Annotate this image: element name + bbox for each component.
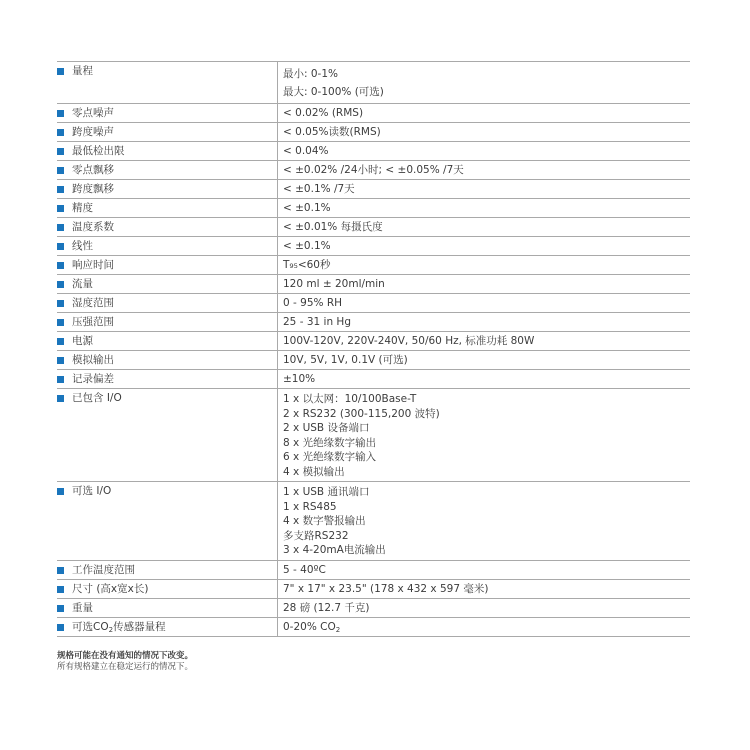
spec-value: < ±0.1% [283,202,331,214]
spec-row [57,218,690,237]
spec-row [57,389,690,482]
spec-value-cell [277,104,690,122]
spec-label-cell [57,599,277,617]
spec-value: 最大: 0-100% (可选) [283,86,384,98]
spec-value: < 0.04% [283,145,329,157]
spec-row [57,161,690,180]
square-bullet-icon [57,129,64,136]
spec-row [57,482,690,561]
spec-label: 记录偏差 [72,373,114,385]
spec-label-cell [57,180,277,198]
spec-row-co2 [57,618,690,637]
spec-value-cell [277,237,690,255]
spec-row [57,599,690,618]
spec-label-cell [57,237,277,255]
spec-label: 电源 [72,335,93,347]
spec-value-cell [277,313,690,331]
spec-value-cell [277,275,690,293]
spec-row [57,332,690,351]
spec-row [57,180,690,199]
spec-value-cell [277,389,690,481]
spec-label: 重量 [72,601,93,614]
square-bullet-icon [57,376,64,383]
spec-value: 0 - 95% RH [283,297,343,309]
spec-row [57,62,690,104]
square-bullet-icon [57,224,64,231]
spec-row [57,313,690,332]
spec-row [57,199,690,218]
spec-label-cell [57,62,277,103]
spec-label-cell [57,389,277,481]
spec-label-cell [57,123,277,141]
square-bullet-icon [57,395,64,402]
spec-value-cell [277,580,690,598]
square-bullet-icon [57,205,64,212]
spec-label: 跨度飘移 [72,183,114,195]
spec-label: 湿度范围 [72,297,114,309]
spec-label: 模拟输出 [72,354,114,366]
spec-label: 温度系数 [72,221,114,233]
spec-value: 3 x 4-20mA电流输出 [283,544,386,556]
spec-value: 最小: 0-1% [283,68,339,80]
spec-label: 可选 I/O [72,485,112,497]
spec-label-cell [57,482,277,560]
spec-label: 零点飘移 [72,164,114,176]
spec-label-cell [57,199,277,217]
square-bullet-icon [57,68,64,75]
spec-value-cell [277,218,690,236]
spec-value-cell [277,294,690,312]
square-bullet-icon [57,357,64,364]
footnote-line-1: 规格可能在没有通知的情况下改变。 [57,651,194,661]
spec-value: 8 x 光绝缘数字输出 [283,436,377,449]
spec-value: 10V, 5V, 1V, 0.1V (可选) [283,354,408,366]
spec-value-cell [277,256,690,274]
spec-value: 多支路RS232 [283,529,349,542]
spec-row [57,104,690,123]
square-bullet-icon [57,110,64,117]
spec-value-cell [277,351,690,369]
spec-label: 尺寸 (高x宽x长) [72,582,149,595]
square-bullet-icon [57,262,64,269]
spec-label: 流量 [72,278,93,290]
spec-label-cell [57,161,277,179]
footnote-line-2: 所有规格建立在稳定运行的情况下。 [57,662,194,672]
spec-label: 最低检出限 [72,145,125,157]
spec-value: 1 x RS485 [283,500,337,513]
spec-label: 压强范围 [72,316,114,328]
spec-value-cell [277,618,690,636]
spec-label-cell [57,294,277,312]
spec-row [57,370,690,389]
spec-label: 零点噪声 [72,107,114,119]
spec-label-cell [57,561,277,579]
spec-value: 28 磅 (12.7 千克) [283,601,370,614]
spec-value-cell [277,370,690,388]
spec-value: 4 x 数字警报输出 [283,515,366,527]
spec-value: T₉₅<60秒 [283,259,331,271]
spec-value-cell [277,332,690,350]
spec-value-cell [277,142,690,160]
spec-value: 120 ml ± 20ml/min [283,278,385,290]
spec-label-cell [57,351,277,369]
spec-value-cell [277,561,690,579]
square-bullet-icon [57,567,64,574]
spec-row [57,275,690,294]
spec-value-cell [277,482,690,560]
spec-label: 跨度噪声 [72,126,114,138]
spec-label-cell [57,370,277,388]
footnote [57,651,193,673]
spec-value-cell [277,123,690,141]
spec-row [57,142,690,161]
spec-value: 7" x 17" x 23.5" (178 x 432 x 597 毫米) [283,582,489,595]
spec-label: 量程 [72,65,93,77]
spec-row [57,561,690,580]
spec-label-cell [57,580,277,598]
spec-value: 2 x RS232 (300-115,200 波特) [283,407,440,420]
square-bullet-icon [57,488,64,495]
square-bullet-icon [57,586,64,593]
square-bullet-icon [57,243,64,250]
spec-value-cell [277,599,690,617]
square-bullet-icon [57,167,64,174]
square-bullet-icon [57,624,64,631]
spec-label-cell [57,142,277,160]
spec-label: 精度 [72,202,93,214]
spec-value-cell [277,161,690,179]
spec-label: 工作温度范围 [72,563,135,576]
spec-value-cell [277,62,690,103]
spec-value: < ±0.02% /24小时; < ±0.05% /7天 [283,164,464,176]
spec-value: 4 x 模拟输出 [283,465,345,478]
square-bullet-icon [57,148,64,155]
spec-value: 1 x 以太网：10/100Base-T [283,393,417,405]
spec-row [57,237,690,256]
spec-value: < 0.05%读数(RMS) [283,126,381,138]
spec-row [57,294,690,313]
spec-row [57,351,690,370]
spec-value: < ±0.1% /7天 [283,183,355,195]
spec-value-cell [277,199,690,217]
spec-value: < ±0.01% 每摄氏度 [283,221,383,233]
square-bullet-icon [57,281,64,288]
square-bullet-icon [57,319,64,326]
spec-value: 25 - 31 in Hg [283,316,351,328]
spec-value: 0-20% $CO_2$ [283,620,341,634]
spec-value: < 0.02% (RMS) [283,107,364,119]
spec-label-cell [57,218,277,236]
spec-row [57,580,690,599]
spec-table [57,61,690,637]
square-bullet-icon [57,605,64,612]
spec-label-cell [57,256,277,274]
spec-value: 100V-120V, 220V-240V, 50/60 Hz, 标准功耗 80W [283,335,535,347]
square-bullet-icon [57,338,64,345]
spec-label-cell [57,104,277,122]
spec-value-cell [277,180,690,198]
spec-value: 5 - 40ºC [283,563,326,576]
spec-label-cell [57,275,277,293]
spec-label: 可选$CO_2$传感器量程 [72,620,166,634]
spec-label: 线性 [72,240,93,252]
spec-row [57,123,690,142]
spec-value: < ±0.1% [283,240,331,252]
square-bullet-icon [57,300,64,307]
spec-value: 2 x USB 设备端口 [283,422,370,434]
spec-label: 响应时间 [72,259,114,271]
spec-value: 1 x USB 通讯端口 [283,486,370,498]
spec-label-cell [57,332,277,350]
spec-value: ±10% [283,373,316,385]
spec-row [57,256,690,275]
square-bullet-icon [57,186,64,193]
spec-value: 6 x 光绝缘数字输入 [283,451,377,463]
spec-label: 已包含 I/O [72,392,122,404]
spec-label-cell [57,618,277,636]
spec-label-cell [57,313,277,331]
